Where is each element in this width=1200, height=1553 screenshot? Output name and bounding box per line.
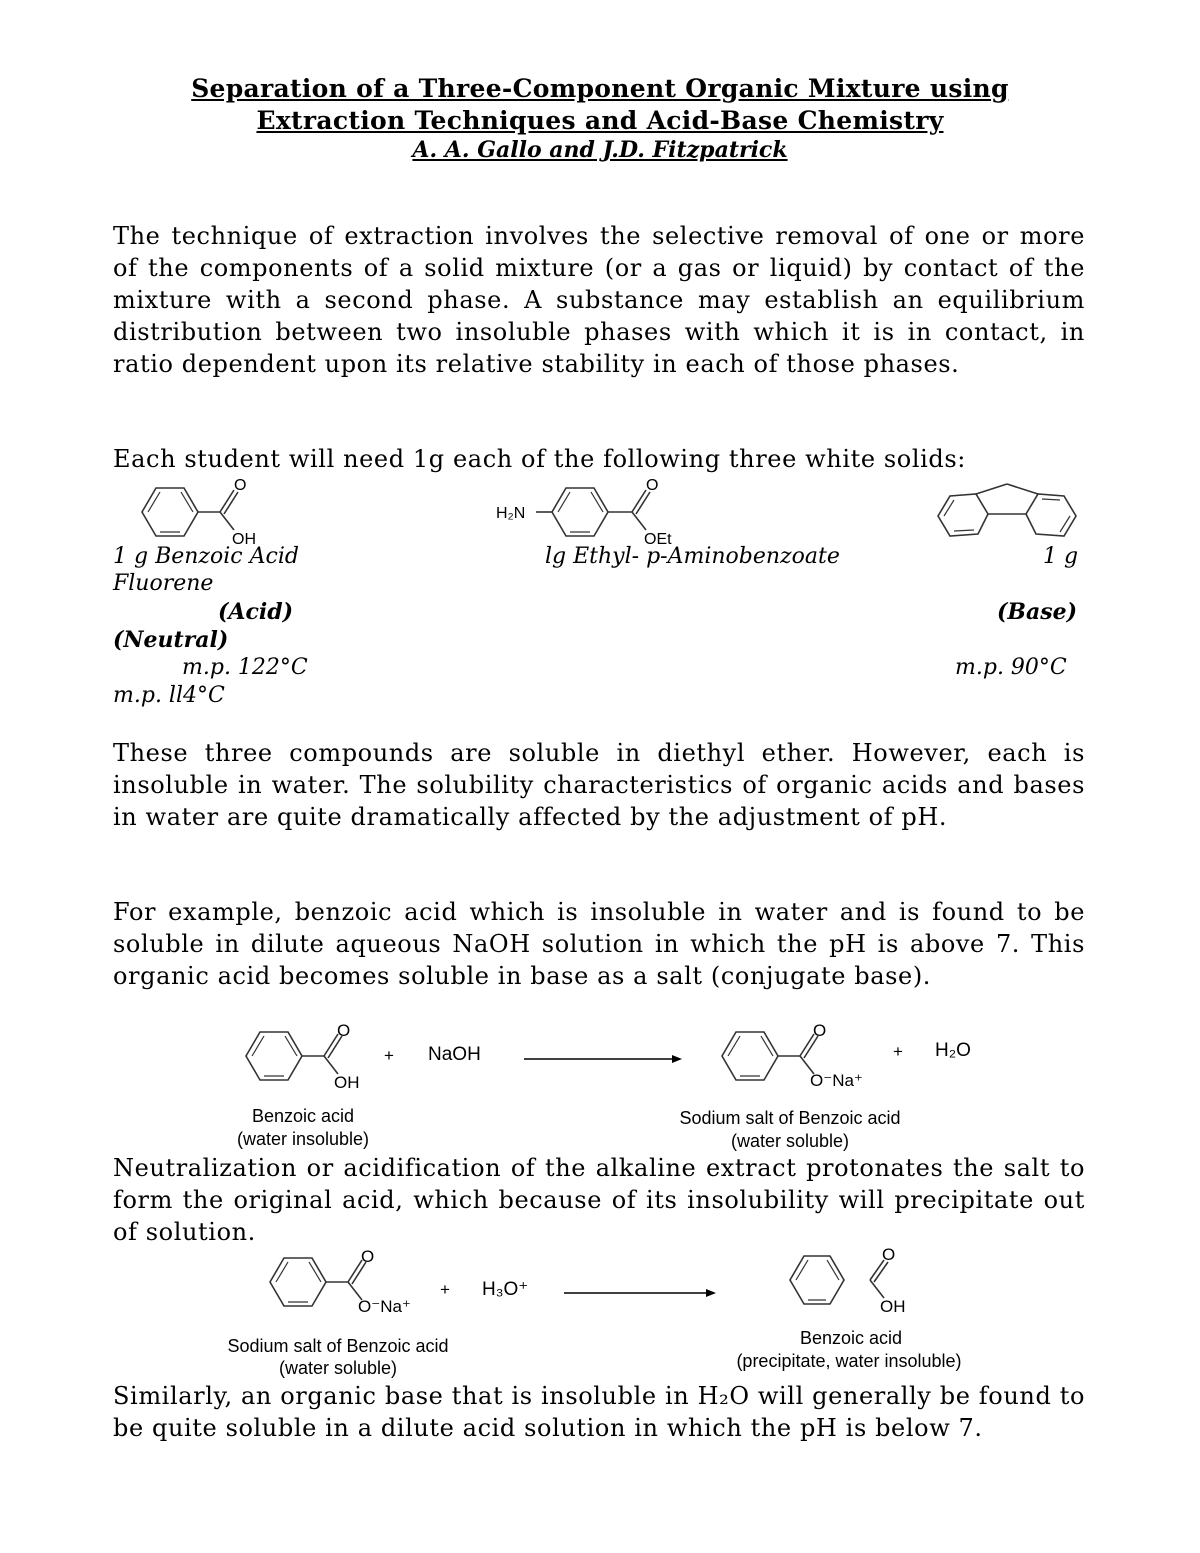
r2-prod-oh-label: OH — [880, 1297, 906, 1316]
similarly-paragraph: Similarly, an organic base that is insoluble in H₂O will generally be found to be quite soluble in a dilute acid solution in which the pH is below 7. — [113, 1382, 1085, 1442]
r2-cap-left-name: Sodium salt of Benzoic acid — [227, 1336, 449, 1356]
r2-h3o: H₃O⁺ — [482, 1279, 529, 1300]
r2-salt-ona-label: O⁻Na⁺ — [358, 1297, 411, 1316]
r2-plus: + — [440, 1280, 450, 1299]
r2-prod-o-label: O — [882, 1245, 896, 1264]
benzoic-oh-label: OH — [232, 531, 256, 548]
mp-ethyl-aminobenzoate: m.p. 90°C — [955, 655, 1067, 680]
mp-fluorene: m.p. ll4°C — [113, 683, 225, 708]
r1-oh-label: OH — [334, 1073, 360, 1092]
solubility-paragraph: These three compounds are soluble in diethyl ether. However, each is insoluble in water. The solubility characteristics of organic acids and bases in water are quite dramatically affected by the adjustment of pH. — [113, 739, 1085, 831]
authors: A. A. Gallo and J.D. Fitzpatrick — [412, 137, 788, 163]
r2-cap-right-note: (precipitate, water insoluble) — [736, 1351, 962, 1371]
label-acid: (Acid) — [218, 599, 294, 625]
fluorene-structure — [932, 480, 1082, 552]
ester-h2n-label: H₂N — [496, 505, 526, 522]
ester-o-label: O — [646, 477, 659, 494]
r1-arrow — [524, 1050, 684, 1069]
reaction-2-sodium-benzoate — [262, 1248, 432, 1324]
label-fluorene-amount: 1 g — [1043, 544, 1079, 569]
benzoic-acid-structure — [130, 476, 270, 552]
r1-water: H₂O — [935, 1040, 971, 1061]
r1-plus-2: + — [893, 1042, 903, 1061]
r1-cap-right-note: (water soluble) — [730, 1131, 850, 1151]
r2-arrow — [564, 1284, 724, 1303]
r1-salt-ona-label: O⁻Na⁺ — [810, 1071, 863, 1090]
label-base: (Base) — [997, 599, 1078, 625]
r2-cap-left-note: (water soluble) — [278, 1358, 398, 1378]
neutralization-paragraph: Neutralization or acidification of the alkaline extract protonates the salt to form the original acid, which because of its insolubility will precipitate out of solution. — [113, 1154, 1085, 1246]
ethyl-aminobenzoate-structure — [494, 476, 694, 552]
r1-cap-right-name: Sodium salt of Benzoic acid — [679, 1108, 901, 1128]
r1-o-label: O — [337, 1022, 351, 1040]
r2-salt-o-label: O — [361, 1248, 375, 1266]
intro-paragraph: The technique of extraction involves the selective removal of one or more of the components of a solid mixture (or a gas or liquid) by contact of the mixture with a second phase. A substance may establish an equilibrium distribution between two insoluble phases with which it is in contact, in ratio dependent upon its relative stability in each of those phases. — [113, 222, 1085, 378]
r1-cap-left-name: Benzoic acid — [251, 1106, 355, 1126]
title-line-1: Separation of a Three-Component Organic Mixture using — [191, 74, 1009, 103]
benzoic-o-label: O — [234, 477, 247, 494]
title-line-2: Extraction Techniques and Acid-Base Chemistry — [256, 106, 944, 135]
label-neutral: (Neutral) — [113, 627, 229, 653]
r1-salt-o-label: O — [813, 1022, 827, 1040]
r1-plus-1: + — [384, 1046, 394, 1065]
r1-naoh: NaOH — [428, 1044, 481, 1065]
needs-sentence: Each student will need 1g each of the following three white solids: — [113, 445, 966, 473]
r1-cap-left-note: (water insoluble) — [236, 1129, 370, 1149]
example-paragraph: For example, benzoic acid which is insoluble in water and is found to be soluble in dilute aqueous NaOH solution in which the pH is above 7. This organic acid becomes soluble in base as a salt (conjugate base). — [113, 898, 1085, 990]
label-fluorene: Fluorene — [113, 571, 214, 596]
ester-oet-label: OEt — [644, 531, 672, 548]
label-benzoic-acid: 1 g Benzoic Acid — [113, 544, 299, 569]
reaction-1-sodium-benzoate — [714, 1022, 884, 1098]
mp-benzoic: m.p. 122°C — [182, 655, 308, 680]
label-ethyl-aminobenzoate: lg Ethyl- p-Aminobenzoate — [545, 544, 840, 569]
reaction-2-benzoic-acid — [784, 1244, 924, 1324]
r2-cap-right-name: Benzoic acid — [799, 1328, 903, 1348]
reaction-1-benzoic-acid — [238, 1022, 378, 1098]
